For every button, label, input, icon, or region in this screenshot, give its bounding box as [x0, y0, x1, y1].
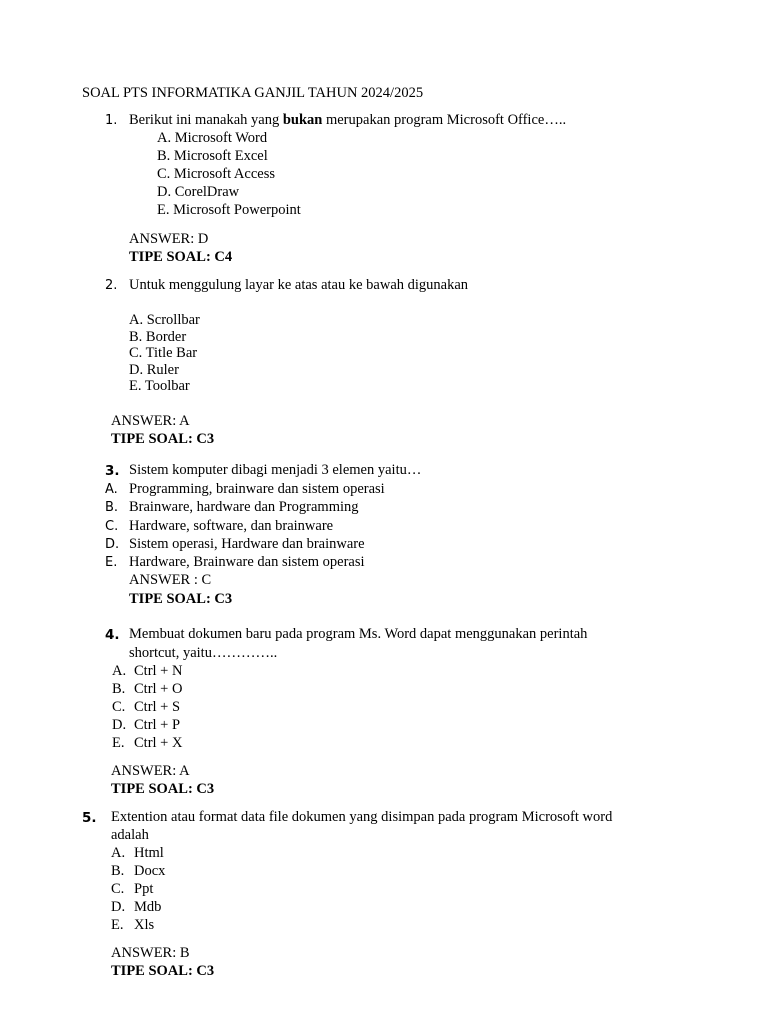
question-5-option-e: Xls [134, 917, 155, 933]
question-1-option-d: D. CorelDraw [157, 184, 240, 200]
question-2-answer: ANSWER: A [111, 413, 190, 429]
question-4-option-a: Ctrl + N [134, 663, 183, 679]
question-4-option-b: Ctrl + O [134, 681, 183, 697]
question-4-letter-a: A. [112, 663, 127, 679]
question-1-option-c: C. Microsoft Access [157, 166, 275, 182]
question-5-type: TIPE SOAL: C3 [111, 963, 215, 979]
question-5-letter-a: A. [111, 845, 126, 861]
question-3-number: 3. [105, 463, 120, 479]
question-2-option-b: B. Border [129, 329, 187, 345]
question-1-option-e: E. Microsoft Powerpoint [157, 202, 301, 218]
question-2-number: 2. [105, 278, 118, 293]
question-5-text-line1: Extention atau format data file dokumen yang disimpan pada program Microsoft word [111, 809, 613, 825]
question-4-type: TIPE SOAL: C3 [111, 781, 215, 797]
question-3-option-a: Programming, brainware dan sistem operasi [129, 481, 385, 497]
question-3-letter-a: A. [105, 482, 118, 497]
question-5-letter-d: D. [111, 899, 126, 915]
question-2-option-a: A. Scrollbar [129, 312, 200, 328]
question-3-option-e: Hardware, Brainware dan sistem operasi [129, 554, 365, 570]
question-5-letter-e: E. [111, 917, 124, 933]
question-5-letter-c: C. [111, 881, 125, 897]
question-3-text: Sistem komputer dibagi menjadi 3 elemen yaitu… [129, 462, 422, 478]
question-4-answer: ANSWER: A [111, 763, 190, 779]
question-4-letter-b: B. [112, 681, 126, 697]
question-2-type: TIPE SOAL: C3 [111, 431, 215, 447]
question-4-letter-c: C. [112, 699, 126, 715]
question-3-letter-d: D. [105, 537, 120, 552]
question-5-option-b: Docx [134, 863, 166, 879]
question-4-text-line2: shortcut, yaitu………….. [129, 645, 278, 661]
question-1-text-post: merupakan program Microsoft Office….. [322, 112, 567, 128]
question-3-answer: ANSWER : C [129, 572, 212, 588]
question-2-option-e: E. Toolbar [129, 378, 190, 394]
question-4-letter-e: E. [112, 735, 125, 751]
question-3-option-b: Brainware, hardware dan Programming [129, 499, 359, 515]
question-1-type: TIPE SOAL: C4 [129, 249, 233, 265]
question-1-text-pre: Berikut ini manakah yang [129, 112, 283, 128]
question-5-option-d: Mdb [134, 899, 162, 915]
question-1-answer: ANSWER: D [129, 231, 209, 247]
question-2-text: Untuk menggulung layar ke atas atau ke bawah digunakan [129, 277, 469, 293]
question-2-option-d: D. Ruler [129, 362, 179, 378]
question-1-option-a: A. Microsoft Word [157, 130, 268, 146]
question-5-letter-b: B. [111, 863, 125, 879]
question-1-text [129, 111, 566, 129]
question-4-number: 4. [105, 627, 120, 643]
question-5-option-c: Ppt [134, 881, 154, 897]
document-title: SOAL PTS INFORMATIKA GANJIL TAHUN 2024/2025 [82, 85, 424, 101]
question-3-option-d: Sistem operasi, Hardware dan brainware [129, 536, 365, 552]
question-5-text-line2: adalah [111, 827, 149, 843]
question-4-option-d: Ctrl + P [134, 717, 181, 733]
question-3-letter-b: B. [105, 500, 119, 515]
question-4-option-c: Ctrl + S [134, 699, 181, 715]
question-3-letter-c: C. [105, 519, 119, 534]
question-5-answer: ANSWER: B [111, 945, 190, 961]
question-1-number: 1. [105, 113, 118, 128]
question-4-option-e: Ctrl + X [134, 735, 183, 751]
question-3-letter-e: E. [105, 555, 118, 570]
question-5-number: 5. [82, 810, 97, 826]
question-3-option-c: Hardware, software, dan brainware [129, 518, 334, 534]
question-4-letter-d: D. [112, 717, 127, 733]
question-4-text-line1: Membuat dokumen baru pada program Ms. Word dapat menggunakan perintah [129, 626, 588, 642]
question-1-option-b: B. Microsoft Excel [157, 148, 268, 164]
question-2-option-c: C. Title Bar [129, 345, 198, 361]
question-3-type: TIPE SOAL: C3 [129, 591, 233, 607]
question-1-text-bold: bukan [282, 112, 323, 128]
question-5-option-a: Html [134, 845, 164, 861]
